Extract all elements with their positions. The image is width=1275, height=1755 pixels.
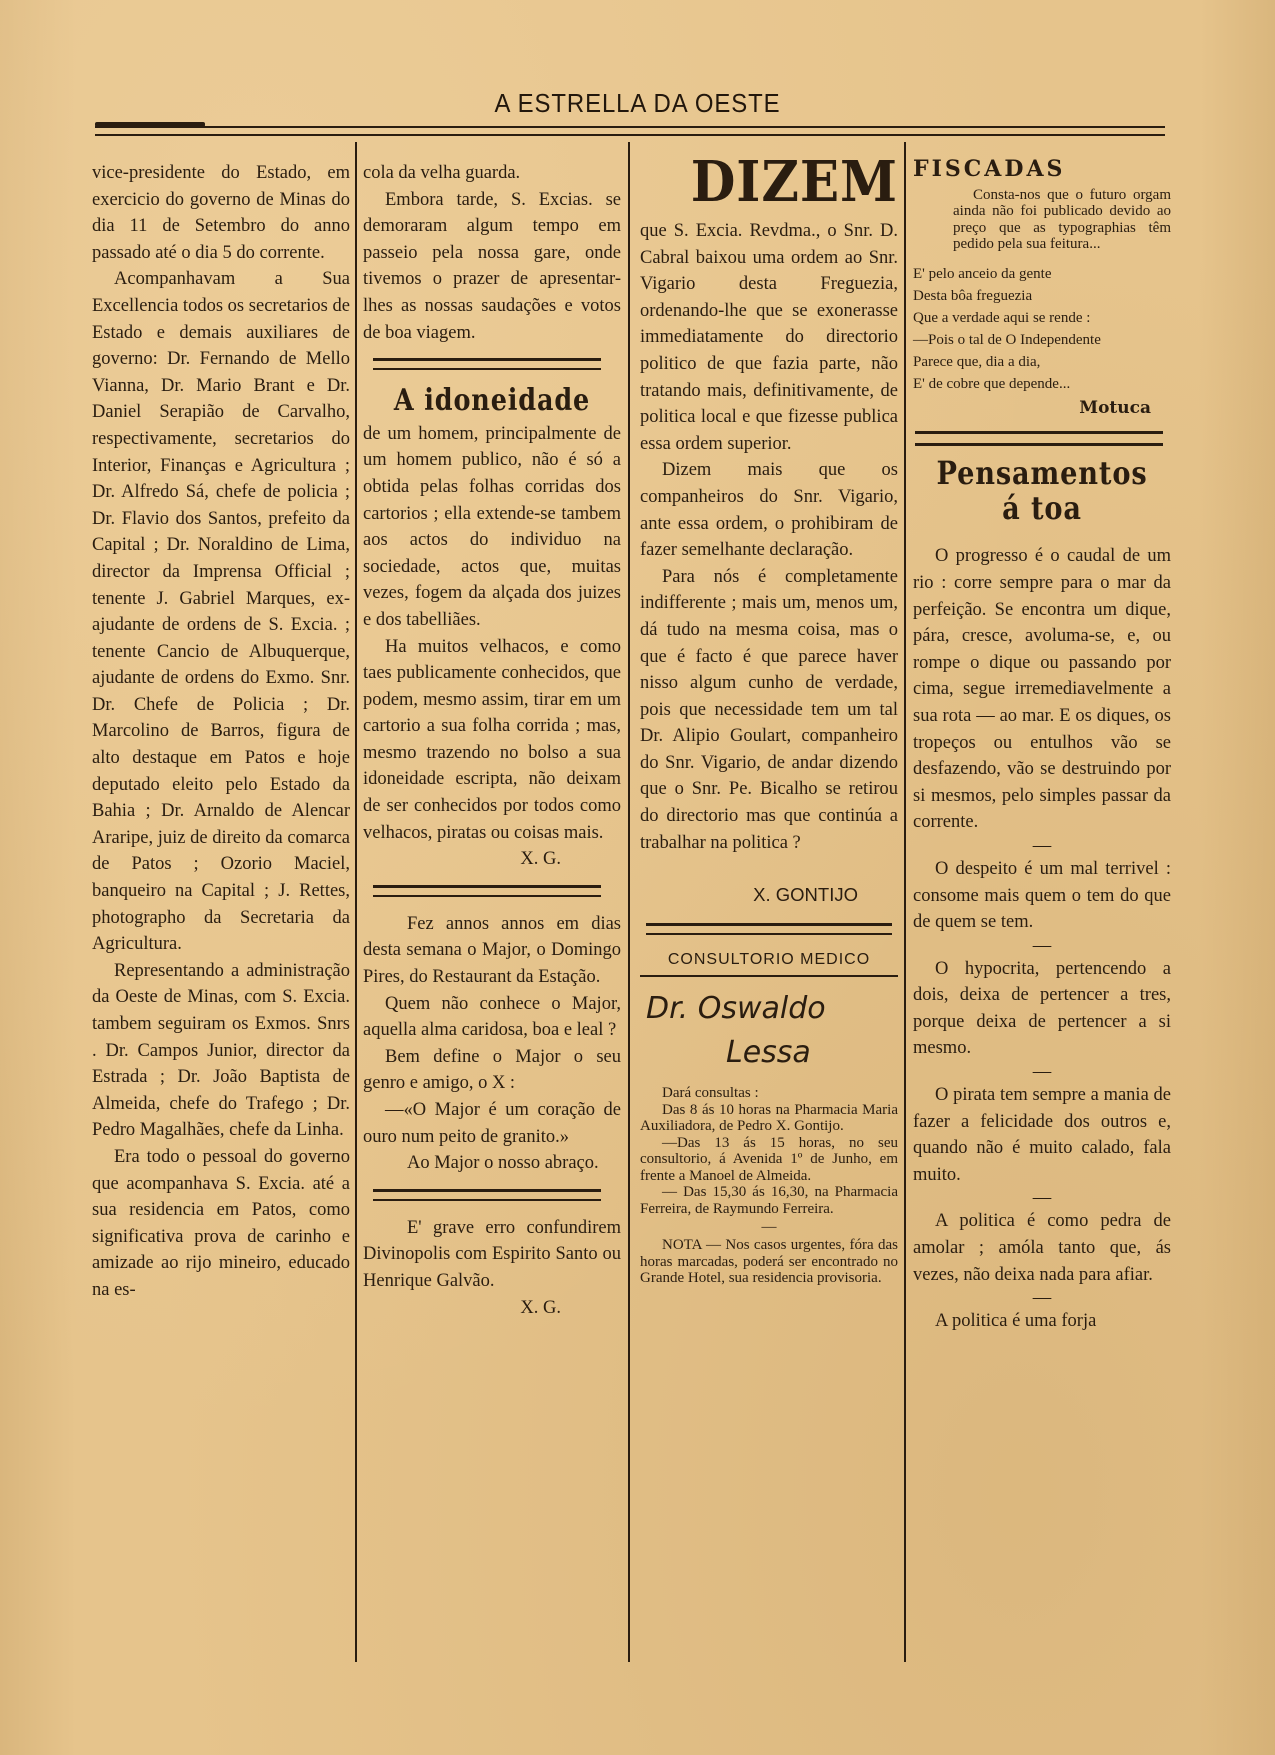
fiscadas-intro: Consta-nos que o futuro orgam ainda não foi publicado devido ao preço que as typographias têm pedido pela sua feitura... — [953, 186, 1171, 253]
consult-paragraph: —Das 13 ás 15 horas, no seu consultorio, á Avenida 1º de Junho, em frente a Manoel de Almeida. — [640, 1134, 898, 1184]
article-signature: X. G. — [520, 1297, 561, 1318]
consult-paragraph: Das 8 ás 10 horas na Pharmacia Maria Auxiliadora, de Pedro X. Gontijo. — [640, 1101, 898, 1135]
article-paragraph: vice-presidente do Estado, em exercicio do governo de Minas do dia 11 de Setembro do anno passado até o dia 5 do corrente. — [92, 163, 350, 263]
thought-paragraph: O pirata tem sempre a mania de fazer a felicidade dos outros e, quando não é muito calado, fala muito. — [913, 1085, 1171, 1185]
column-4 — [913, 156, 1171, 1335]
verse-line: Desta bôa freguezia — [913, 287, 1033, 304]
verse-line: Que a verdade aqui se rende : — [913, 309, 1091, 326]
section-divider — [646, 923, 892, 935]
article-paragraph: Quem não conhece o Major, aquella alma caridosa, boa e leal ? — [363, 993, 621, 1041]
verse-line: E' de cobre que depende... — [913, 375, 1071, 392]
column-divider — [355, 142, 357, 1662]
masthead-rule-upper — [95, 126, 1165, 128]
article-paragraph: Bem define o Major o seu genro e amigo, o X : — [363, 1046, 621, 1094]
fiscadas-signature: Motuca — [1079, 397, 1151, 418]
section-divider — [373, 358, 601, 370]
article-signature: X. GONTIJO — [753, 884, 858, 906]
consult-note: NOTA — Nos casos urgentes, fóra das horas marcadas, poderá ser encontrado no Grande Hotel, sua residencia provisoria. — [640, 1237, 898, 1287]
separator-dash: — — [1032, 1062, 1052, 1083]
article-paragraph: Representando a administração da Oeste de Minas, com S. Excia. tambem seguiram os Exmos. Snrs . Dr. Campos Junior, director da Estrada ; Dr. João Baptista de Almeida, chefe do Trafego ; Dr. Pedro Magalhães, chefe da Linha. — [92, 960, 350, 1141]
column-1 — [92, 160, 350, 1304]
pensamentos-subtitle: á toa — [1002, 488, 1082, 527]
column-divider — [628, 142, 630, 1662]
separator-dash: — — [1032, 835, 1052, 856]
article-paragraph: cola da velha guarda. — [363, 163, 521, 183]
section-divider — [373, 885, 601, 897]
consultorio-header: CONSULTORIO MEDICO — [640, 947, 898, 978]
doctor-name-last: Lessa — [726, 1035, 811, 1071]
idoneidade-title: A idoneidade — [393, 383, 591, 419]
pensamentos-title: Pensamentos — [936, 454, 1148, 493]
article-paragraph: Era todo o pessoal do governo que acompanhava S. Excia. até a sua residencia em Patos, como significativa prova de carinho e amizade ao rijo mineiro, educado na es- — [92, 1146, 350, 1300]
masthead-rule-lower — [95, 134, 1165, 136]
thought-paragraph: O progresso é o caudal de um rio : corre sempre para o mar da perfeição. Se encontra um dique, pára, cresce, avoluma-se, e, ou rompe o dique ou passando por cima, segue irremediavelmente a sua rota — ao mar. E os diques, os tropeços ou entulhos vão se desfazendo, vão se destruindo por si mesmos, pelo simples passar da corrente. — [913, 546, 1171, 833]
fiscadas-title: FISCADAS — [913, 156, 1066, 182]
thought-paragraph: A politica é uma forja — [935, 1311, 1097, 1332]
column-2 — [363, 160, 621, 1321]
article-paragraph: Embora tarde, S. Excias. se demoraram algum tempo em passeio pela nossa gare, onde tivemos o prazer de apresentar-lhes as nossas saudações e votos de boa viagem. — [363, 189, 621, 343]
consult-paragraph: — Das 15,30 ás 16,30, na Pharmacia Ferreira, de Raymundo Ferreira. — [640, 1184, 898, 1217]
doctor-name-first: Dr. Oswaldo — [646, 991, 826, 1027]
article-paragraph: Ao Major o nosso abraço. — [407, 1153, 599, 1174]
column-3 — [640, 149, 898, 1287]
article-paragraph: Dizem mais que os companheiros do Snr. Vigario, ante essa ordem, o prohibiram de fazer semelhante declaração. — [640, 460, 898, 561]
separator-dash: — — [1032, 1288, 1052, 1309]
dizem-title: DIZEM — [690, 149, 898, 215]
column-divider — [904, 142, 906, 1662]
section-divider — [373, 1189, 601, 1201]
thought-paragraph: O despeito é um mal terrivel : consome mais quem o tem do que de quem se tem. — [913, 858, 1171, 933]
article-paragraph: Para nós é completamente indifferente ; mais um, menos um, dá tudo na mesma coisa, mas o que é facto é que parece haver nisso algum cunho de verdade, pois que necessidade tem um tal Dr. Alipio Goulart, companheiro do Snr. Vigario, de andar dizendo que o Snr. Pe. Bicalho se retirou do directorio mas que continúa a trabalhar na politica ? — [640, 566, 898, 853]
thought-paragraph: O hypocrita, pertencendo a dois, deixa de pertencer a tres, porque deixa de pertencer a si mesmo. — [913, 958, 1171, 1059]
masthead-title: A ESTRELLA DA OESTE — [494, 88, 781, 118]
article-paragraph: Ha muitos velhacos, e como taes publicamente conhecidos, que podem, mesmo assim, tirar em um cartorio a sua folha corrida ; mas, mesmo trazendo no bolso a sua idoneidade escripta, não deixam de ser conhecidos por todos como velhacos, piratas ou coisas mais. — [363, 636, 621, 843]
separator-dash: — — [761, 1219, 777, 1236]
article-signature: X. G. — [520, 849, 561, 870]
article-paragraph: que S. Excia. Revdma., o Snr. D. Cabral baixou uma ordem ao Snr. Vigario desta Freguezia, ordenando-lhe que se exonerasse immediatamente do directorio politico de que fazia parte, não tratando mais, definitivamente, de politica local e que fizesse publica essa ordem superior. — [640, 221, 898, 454]
thought-paragraph: A politica é como pedra de amolar ; amóla tanto que, ás vezes, não deixa nada para afiar. — [913, 1211, 1171, 1285]
verse-line: Parece que, dia a dia, — [913, 353, 1041, 370]
separator-dash: — — [1032, 935, 1052, 956]
article-paragraph: Acompanhavam a Sua Excellencia todos os secretarios de Estado e demais auxiliares de governo: Dr. Fernando de Mello Vianna, Dr. Mario Brant e Dr. Daniel Serapião de Carvalho, respectivamente, secretarios do Interior, Finanças e Agricultura ; Dr. Alfredo Sá, chefe de policia ; Dr. Flavio dos Santos, prefeito da Capital ; Dr. Noraldino de Lima, director da Imprensa Official ; tenente J. Gabriel Marques, ex-ajudante de ordens de S. Excia. ; tenente Cancio de Albuquerque, ajudante de ordens do Exmo. Snr. Dr. Chefe de Policia ; Dr. Marcolino de Barros, figura de alto destaque em Patos e hoje deputado eleito pelo Estado da Bahia ; Dr. Arnaldo de Alencar Araripe, juiz de direito da comarca de Patos ; Ozorio Maciel, banqueiro na Capital ; J. Rettes, photographo da Secretaria da Agricultura. — [92, 269, 350, 955]
article-paragraph: de um homem, principalmente de um homem publico, não é só a obtida pelas folhas corridas dos cartorios ; ella extende-se tambem aos actos do individuo na sociedade, actos que, muitas vezes, fogem da alçada dos juizes e dos tabelliães. — [363, 423, 621, 630]
article-quote: —«O Major é um coração de ouro num peito de granito.» — [363, 1100, 621, 1147]
article-paragraph: Fez annos annos em dias desta semana o Major, o Domingo Pires, do Restaurant da Estação. — [363, 913, 621, 988]
consult-paragraph: Dará consultas : — [662, 1085, 759, 1102]
fiscadas-verse — [913, 263, 1171, 395]
verse-line: E' pelo anceio da gente — [913, 265, 1052, 282]
article-paragraph: E' grave erro confundirem Divinopolis com Espirito Santo ou Henrique Galvão. — [363, 1217, 621, 1291]
separator-dash: — — [1032, 1188, 1052, 1209]
verse-line: —Pois o tal de O Independente — [913, 331, 1101, 348]
section-divider — [915, 431, 1163, 446]
